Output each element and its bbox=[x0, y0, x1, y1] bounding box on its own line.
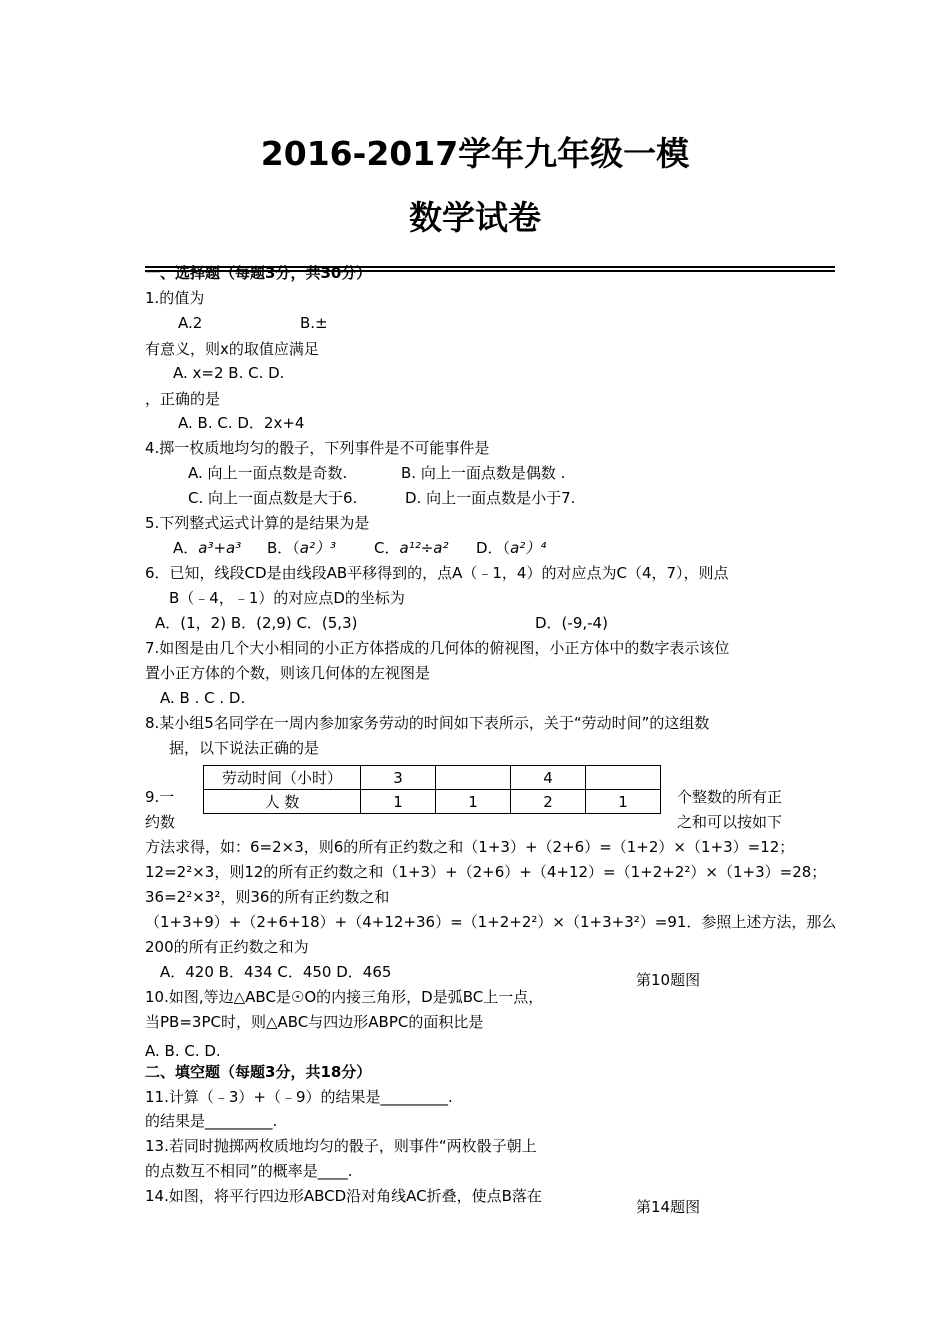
q2-stem: 有意义，则x的取值应满足 bbox=[145, 340, 319, 358]
q8-line2: 据，以下说法正确的是 bbox=[169, 739, 320, 757]
q9-left1: 9.一 bbox=[145, 788, 175, 806]
q12-text: 的结果是_________. bbox=[145, 1112, 278, 1130]
q5-option-c bbox=[374, 539, 448, 557]
table-cell: 4 bbox=[511, 766, 586, 790]
q9-line4: 12=2²×3，则12的所有正约数之和（1+3）+（2+6）+（4+12）=（1+2+2²）×（1+3）=28； bbox=[145, 863, 827, 881]
q5-option-a bbox=[173, 539, 241, 557]
q13-line1: 13.若同时抛掷两枚质地均匀的骰子，则事件“两枚骰子朝上 bbox=[145, 1137, 537, 1155]
q5-option-d-label: D．（ bbox=[476, 539, 511, 557]
q7-line2: 置小正方体的个数，则该几何体的左视图是 bbox=[145, 664, 431, 682]
q1-stem: 1.的值为 bbox=[145, 289, 205, 307]
q9-line6: （1+3+9）+（2+6+18）+（4+12+36）=（1+2+2²）×（1+3+3²）=91．参照上述方法，那么 bbox=[145, 913, 837, 931]
q9-options: A．420 B．434 C．450 D．465 bbox=[160, 963, 392, 981]
section1-heading: 一、选择题（每题3分，共30分） bbox=[145, 264, 372, 282]
q7-options: A. B . C . D. bbox=[160, 689, 246, 707]
q5-option-b bbox=[267, 539, 336, 557]
q5-option-d bbox=[476, 539, 546, 557]
q14-line1: 14.如图，将平行四边形ABCD沿对角线AC折叠，使点B落在 bbox=[145, 1187, 542, 1205]
exam-title-line2: 数学试卷 bbox=[409, 198, 541, 237]
q4-option-b: B. 向上一面点数是偶数 . bbox=[401, 464, 566, 482]
q5-option-b-label: B．（ bbox=[267, 539, 300, 557]
table-cell: 2 bbox=[511, 790, 586, 814]
q5-option-a-label: A． bbox=[173, 539, 199, 557]
q6-option-d: D．(-9,-4) bbox=[535, 614, 608, 632]
q7-line1: 7.如图是由几个大小相同的小正方体搭成的几何体的俯视图，小正方体中的数字表示该位 bbox=[145, 639, 730, 657]
fig10-caption: 第10题图 bbox=[636, 971, 701, 989]
table-cell: 1 bbox=[586, 790, 661, 814]
table-row bbox=[204, 790, 661, 814]
q4-option-c: C. 向上一面点数是大于6. bbox=[188, 489, 358, 507]
table-cell: 1 bbox=[436, 790, 511, 814]
q6-line1: 6．已知，线段CD是由线段AB平移得到的，点A（﹣1，4）的对应点为C（4，7），则点 bbox=[145, 564, 729, 582]
q11-text: 11.计算（﹣3）+（﹣9）的结果是_________. bbox=[145, 1088, 453, 1106]
q8-line1: 8.某小组5名同学在一周内参加家务劳动的时间如下表所示，关于“劳动时间”的这组数 bbox=[145, 714, 710, 732]
table-header-cell: 人 数 bbox=[204, 790, 361, 814]
q1-option-b: B.± bbox=[300, 314, 328, 332]
q5-option-a-expr: a³+a³ bbox=[198, 539, 242, 557]
q9-line3: 方法求得，如：6=2×3，则6的所有正约数之和（1+3）+（2+6）=（1+2）×（1+3）=12； bbox=[145, 838, 795, 856]
q10-line1: 10.如图,等边△ABC是☉O的内接三角形，D是弧BC上一点， bbox=[145, 988, 544, 1006]
table-cell: 3 bbox=[361, 766, 436, 790]
q6-options-abc: A．(1，2) B．(2,9) C．(5,3) bbox=[155, 614, 358, 632]
table-row bbox=[204, 766, 661, 790]
q1-option-a: A.2 bbox=[178, 314, 203, 332]
q10-options: A. B. C. D. bbox=[145, 1042, 221, 1060]
q10-line2: 当PB=3PC时，则△ABC与四边形ABPC的面积比是 bbox=[145, 1013, 484, 1031]
table-cell: 1 bbox=[361, 790, 436, 814]
q5-option-c-label: C． bbox=[374, 539, 400, 557]
table-cell bbox=[436, 766, 511, 790]
exam-title-line1: 2016-2017学年九年级一模 bbox=[260, 134, 690, 173]
q2-options: A. x=2 B. C. D. bbox=[173, 364, 285, 382]
q5-option-c-expr: a¹²÷a² bbox=[399, 539, 449, 557]
fig14-caption: 第14题图 bbox=[636, 1198, 701, 1216]
table-header-cell: 劳动时间（小时） bbox=[204, 766, 361, 790]
q9-left2: 约数 bbox=[145, 813, 176, 831]
q6-line2: B（﹣4，﹣1）的对应点D的坐标为 bbox=[169, 589, 405, 607]
q3-stem: ，正确的是 bbox=[145, 390, 221, 408]
q5-option-d-expr: a²）⁴ bbox=[510, 539, 547, 557]
q4-option-d: D. 向上一面点数是小于7. bbox=[405, 489, 576, 507]
q9-right2: 之和可以按如下 bbox=[677, 813, 783, 831]
q9-line5: 36=2²×3²，则36的所有正约数之和 bbox=[145, 888, 390, 906]
q3-options: A. B. C. D．2x+4 bbox=[178, 414, 305, 432]
q9-line7: 200的所有正约数之和为 bbox=[145, 938, 309, 956]
q9-right1: 个整数的所有正 bbox=[677, 788, 783, 806]
q4-stem: 4.掷一枚质地均匀的骰子，下列事件是不可能事件是 bbox=[145, 439, 490, 457]
section2-heading: 二、填空题（每题3分，共18分） bbox=[145, 1063, 372, 1081]
table-cell bbox=[586, 766, 661, 790]
q4-option-a: A. 向上一面点数是奇数. bbox=[188, 464, 348, 482]
q5-stem: 5.下列整式运式计算的是结果为是 bbox=[145, 514, 370, 532]
labor-time-table bbox=[203, 765, 661, 814]
q5-option-b-expr: a²）³ bbox=[299, 539, 337, 557]
q13-line2: 的点数互不相同”的概率是____. bbox=[145, 1162, 353, 1180]
